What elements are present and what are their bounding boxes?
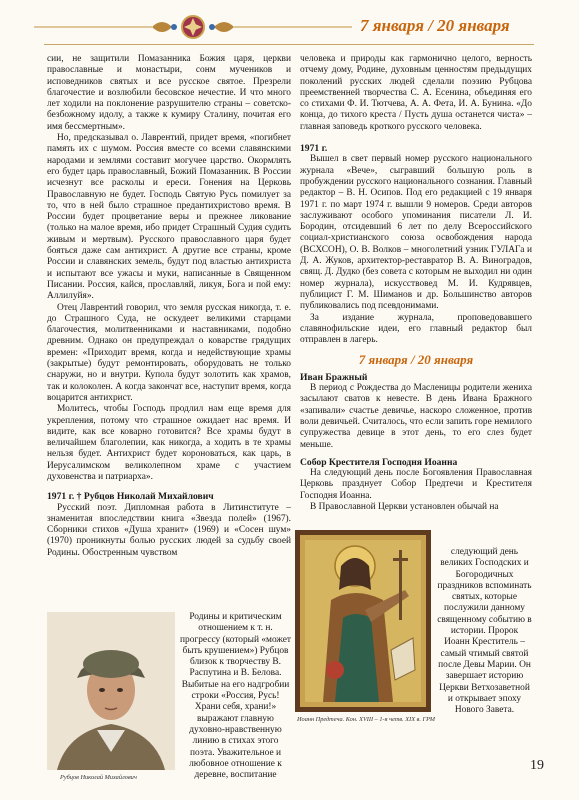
- paragraph: За издание журнала, проповедовавшего славянофильские идеи, его главный редактор был отправлен в лагерь.: [300, 312, 532, 346]
- veche-heading: 1971 г.: [300, 143, 328, 155]
- paragraph: Но, предсказывал о. Лаврентий, придет время, «погибнет память их с шумом. Россия вместе со всеми славянскими народами и землями составит могучее царство. Окормлять его будет царь православный, Божий Помазанник. В России исчезнут все расколы и ереси. Гонения на Церковь Православную не будет. Господь Святую Русь помилует за то, что в ней было страшное предантихристово время. В России будет процветание веры и прежнее ликование (только на малое время, ибо придет Страшный Судия судить живым и мертвым). Русского православного царя будет бояться даже сам антихрист. А другие все страны, кроме России и славянских земель, будут под властью антихриста и испытают все ужасы и муки, написанные в Священном Писании. Россия, кайся, прославляй, ликуя, Бога и пой ему: Аллилуйя».: [47, 133, 291, 302]
- paragraph: Отец Лаврентий говорил, что земля русская никогда, т. е. до Страшного Суда, не оскудеет великими старцами благочестия, молитвенниками и наставниками, подобно древним. Однако он предупреждал о коварстве грядущих времен: «Приходит время, когда и недействующие храмы (закрытые) будут ремонтировать, оборудовать не только снаружи, но и внутри. Купола будут золотить как храмов, так и колоколен. А когда закончат все, наступит время, когда воцарится антихрист.: [47, 302, 291, 403]
- rubtsov-intro: Русский поэт. Дипломная работа в Литинституте – знаменитая впоследствии книга «Звезда полей» (1967). Сборники стихов «Душа хранит» (1969) и «Сосен шум» (1970) проникнуты болью русских людей за судьбу своей Родины. Обостренным чувством: [47, 502, 291, 558]
- icon-caption: Иоанн Предтеча. Кон. XVIII – 1-я четв. XIX в. ГРМ: [297, 716, 436, 723]
- rubtsov-photo-caption: Рубцов Николай Михайлович: [60, 774, 137, 781]
- header-title: 7 января / 20 января: [360, 16, 510, 35]
- paragraph: В период с Рождества до Масленицы родители жениха засылают сватов к невесте. В день Ивана Бражного «запивали» счастье девичье, наскоро сложенное, против воли девичьей. Считалось, что если запить горе немилого супружества девице в этот день, то его слез будет меньше.: [300, 383, 532, 450]
- page-number: 19: [530, 758, 544, 773]
- rubtsov-wrap-text: Родины и критическим отношением к т. н. прогрессу (который «может быть крушением») Рубцов близок к творчеству В. Распутина и В. Белова. Выбитые на его надгробии строки «Россия, Русь! Храни себя, храни!» выражают главную духовно-нравственную линию в стихах этого поэта. Уважительное и любовное отношение к деревне, воспитание: [180, 612, 292, 781]
- rubtsov-portrait-image: [47, 612, 175, 770]
- right-column: [300, 54, 532, 513]
- section-date: 7 января / 20 января: [358, 352, 474, 368]
- header-ornament: [34, 13, 352, 41]
- paragraph: сии, не защитили Помазанника Божия царя, церкви православные и монастыри, сонм мучеников и исповедников святых и все русское святое. Презрели благочестие и возлюбили бесовское нечестие. И что много лет ходили на поклонение разрушителю страны – советско-безбожному идолу, а также к кумиру Сталину, почитая его имя бессмертным».: [47, 54, 291, 132]
- header-rule: [44, 44, 534, 45]
- sobor-heading: Собор Крестителя Господня Иоанна: [300, 456, 458, 468]
- brazhny-heading: Иван Бражный: [300, 371, 368, 383]
- rubtsov-heading: 1971 г. † Рубцов Николай Михайлович: [47, 491, 214, 503]
- john-baptist-icon-image: [295, 530, 431, 712]
- paragraph: На следующий день после Богоявления Православная Церковь празднует Собор Предтечи и Крестителя Господня Иоанна.: [300, 468, 532, 501]
- paragraph: В Православной Церкви установлен обычай на: [310, 501, 499, 512]
- sobor-wrap-text: следующий день великих Господских и Богородичных праздников вспоминать святых, которые послужили данному священному событию в истории. Пророк Иоанн Креститель – самый чтимый святой после Девы Марии. Он завершает историю Церкви Ветхозаветной и открывает эпоху Нового Завета.: [437, 547, 532, 716]
- paragraph: человека и природы как гармонично целого, верность отчему дому, Родине, духовным ценностям предыдущих поколений русских людей сделали поэзию Рубцова преемственней творчества С. А. Есенина, объединяя его со стихами Ф. И. Тютчева, А. А. Фета, И. А. Бунина. «До конца, до тихого креста / Пусть душа останется чиста» – главная заповедь кроткого русского человека.: [300, 54, 532, 132]
- left-column: [47, 54, 291, 559]
- paragraph: Вышел в свет первый номер русского национального журнала «Вече», сыгравший большую роль в пробуждении русского национального сознания. Главный редактор – В. Н. Осипов. Под его редакцией с 19 января 1971 г. по март 1974 г. вышли 9 номеров. Среди авторов заслуживают особого упоминания писатели Л. И. Бородин, отсидевший 6 лет по делу Всероссийского социал-христианского союза освобождения народа (ВСХСОН), О. В. Волков – многолетний узник ГУЛАГа и Д. А. Жуков, архитектор-реставратор В. А. Виноградов, свящ. Д. Дудко (без совета с которым не выходил ни один номер журнала), искусствовед М. И. Кудрявцев, публицист Г. М. Шиманов и др. Большинство авторов публиковались под псевдонимами.: [300, 154, 532, 312]
- paragraph: Молитесь, чтобы Господь продлил нам еще время для укрепления, потому что страшное ожидает нас время. И видите, как все коварно готовится? Все храмы будут в величайшем благолепии, как никогда, а ходить в те храмы нельзя будет. Антихрист будет короноваться, как царь, в Иерусалимском великолепном храме с участием духовенства и патриарха».: [47, 404, 291, 482]
